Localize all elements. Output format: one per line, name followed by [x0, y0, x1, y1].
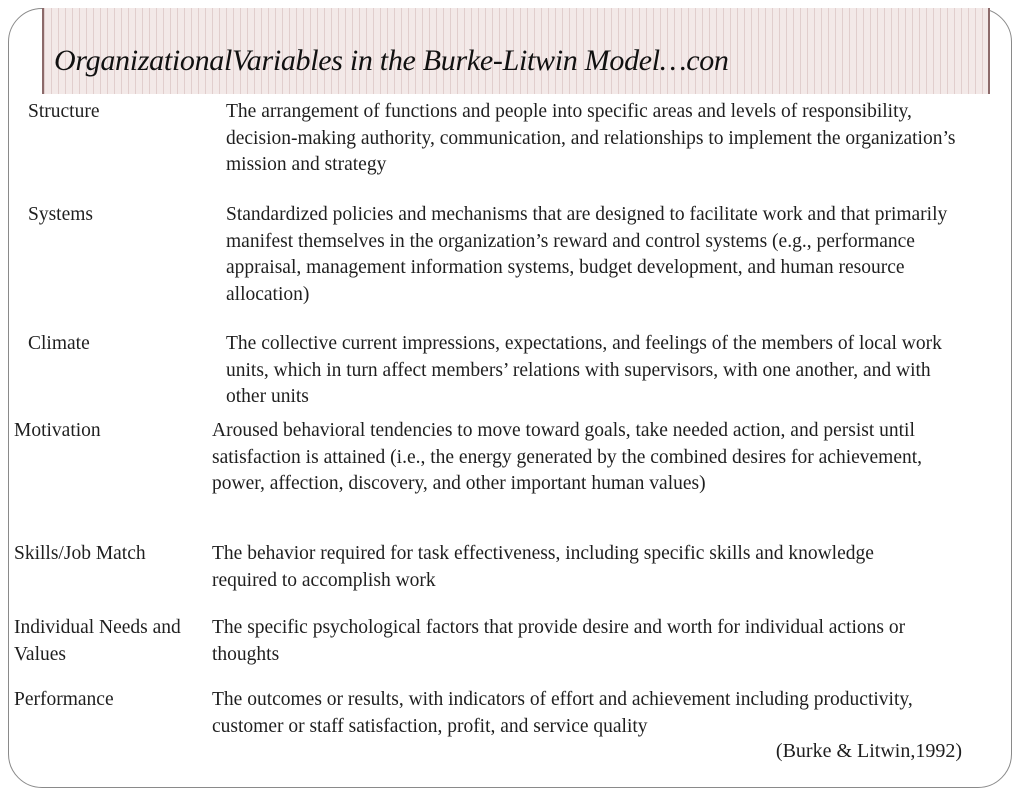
definition-skills-job-match: The behavior required for task effectiveness, including specific skills and knowledge required to accomplish work — [212, 543, 874, 591]
definition-individual-needs: The specific psychological factors that provide desire and worth for individual actions or thoughts — [212, 617, 906, 665]
definition-motivation: Aroused behavioral tendencies to move toward goals, take needed action, and persist until satisfaction is attained (i.e., the energy generated by the combined desires for achievement, power, affection, discovery, and other important human values) — [212, 420, 923, 494]
term-performance: Performance — [14, 689, 114, 710]
definition-climate: The collective current impressions, expectations, and feelings of the members of local work units, which in turn affect members’ relations with supervisors, with one another, and with other units — [226, 333, 942, 407]
definition-systems: Standardized policies and mechanisms that are designed to facilitate work and that primarily manifest themselves in the organization’s reward and control systems (e.g., performance appraisal, management information systems, budget development, and human resource allocation) — [226, 204, 948, 305]
slide-title: OrganizationalVariables in the Burke-Litwin Model…con — [54, 44, 729, 77]
term-motivation: Motivation — [14, 420, 101, 441]
citation: (Burke & Litwin,1992) — [775, 740, 962, 762]
term-individual-needs: Individual Needs and Values — [14, 617, 181, 665]
term-systems: Systems — [28, 204, 94, 225]
definition-performance: The outcomes or results, with indicators of effort and achievement including productivity, customer or staff satisfaction, profit, and service quality — [212, 689, 913, 737]
definition-structure: The arrangement of functions and people into specific areas and levels of responsibility, decision-making authority, communication, and relationships to implement the organization’s mission and strategy — [226, 101, 956, 175]
term-structure: Structure — [28, 101, 100, 122]
term-skills-job-match: Skills/Job Match — [14, 543, 146, 564]
term-climate: Climate — [28, 333, 90, 354]
